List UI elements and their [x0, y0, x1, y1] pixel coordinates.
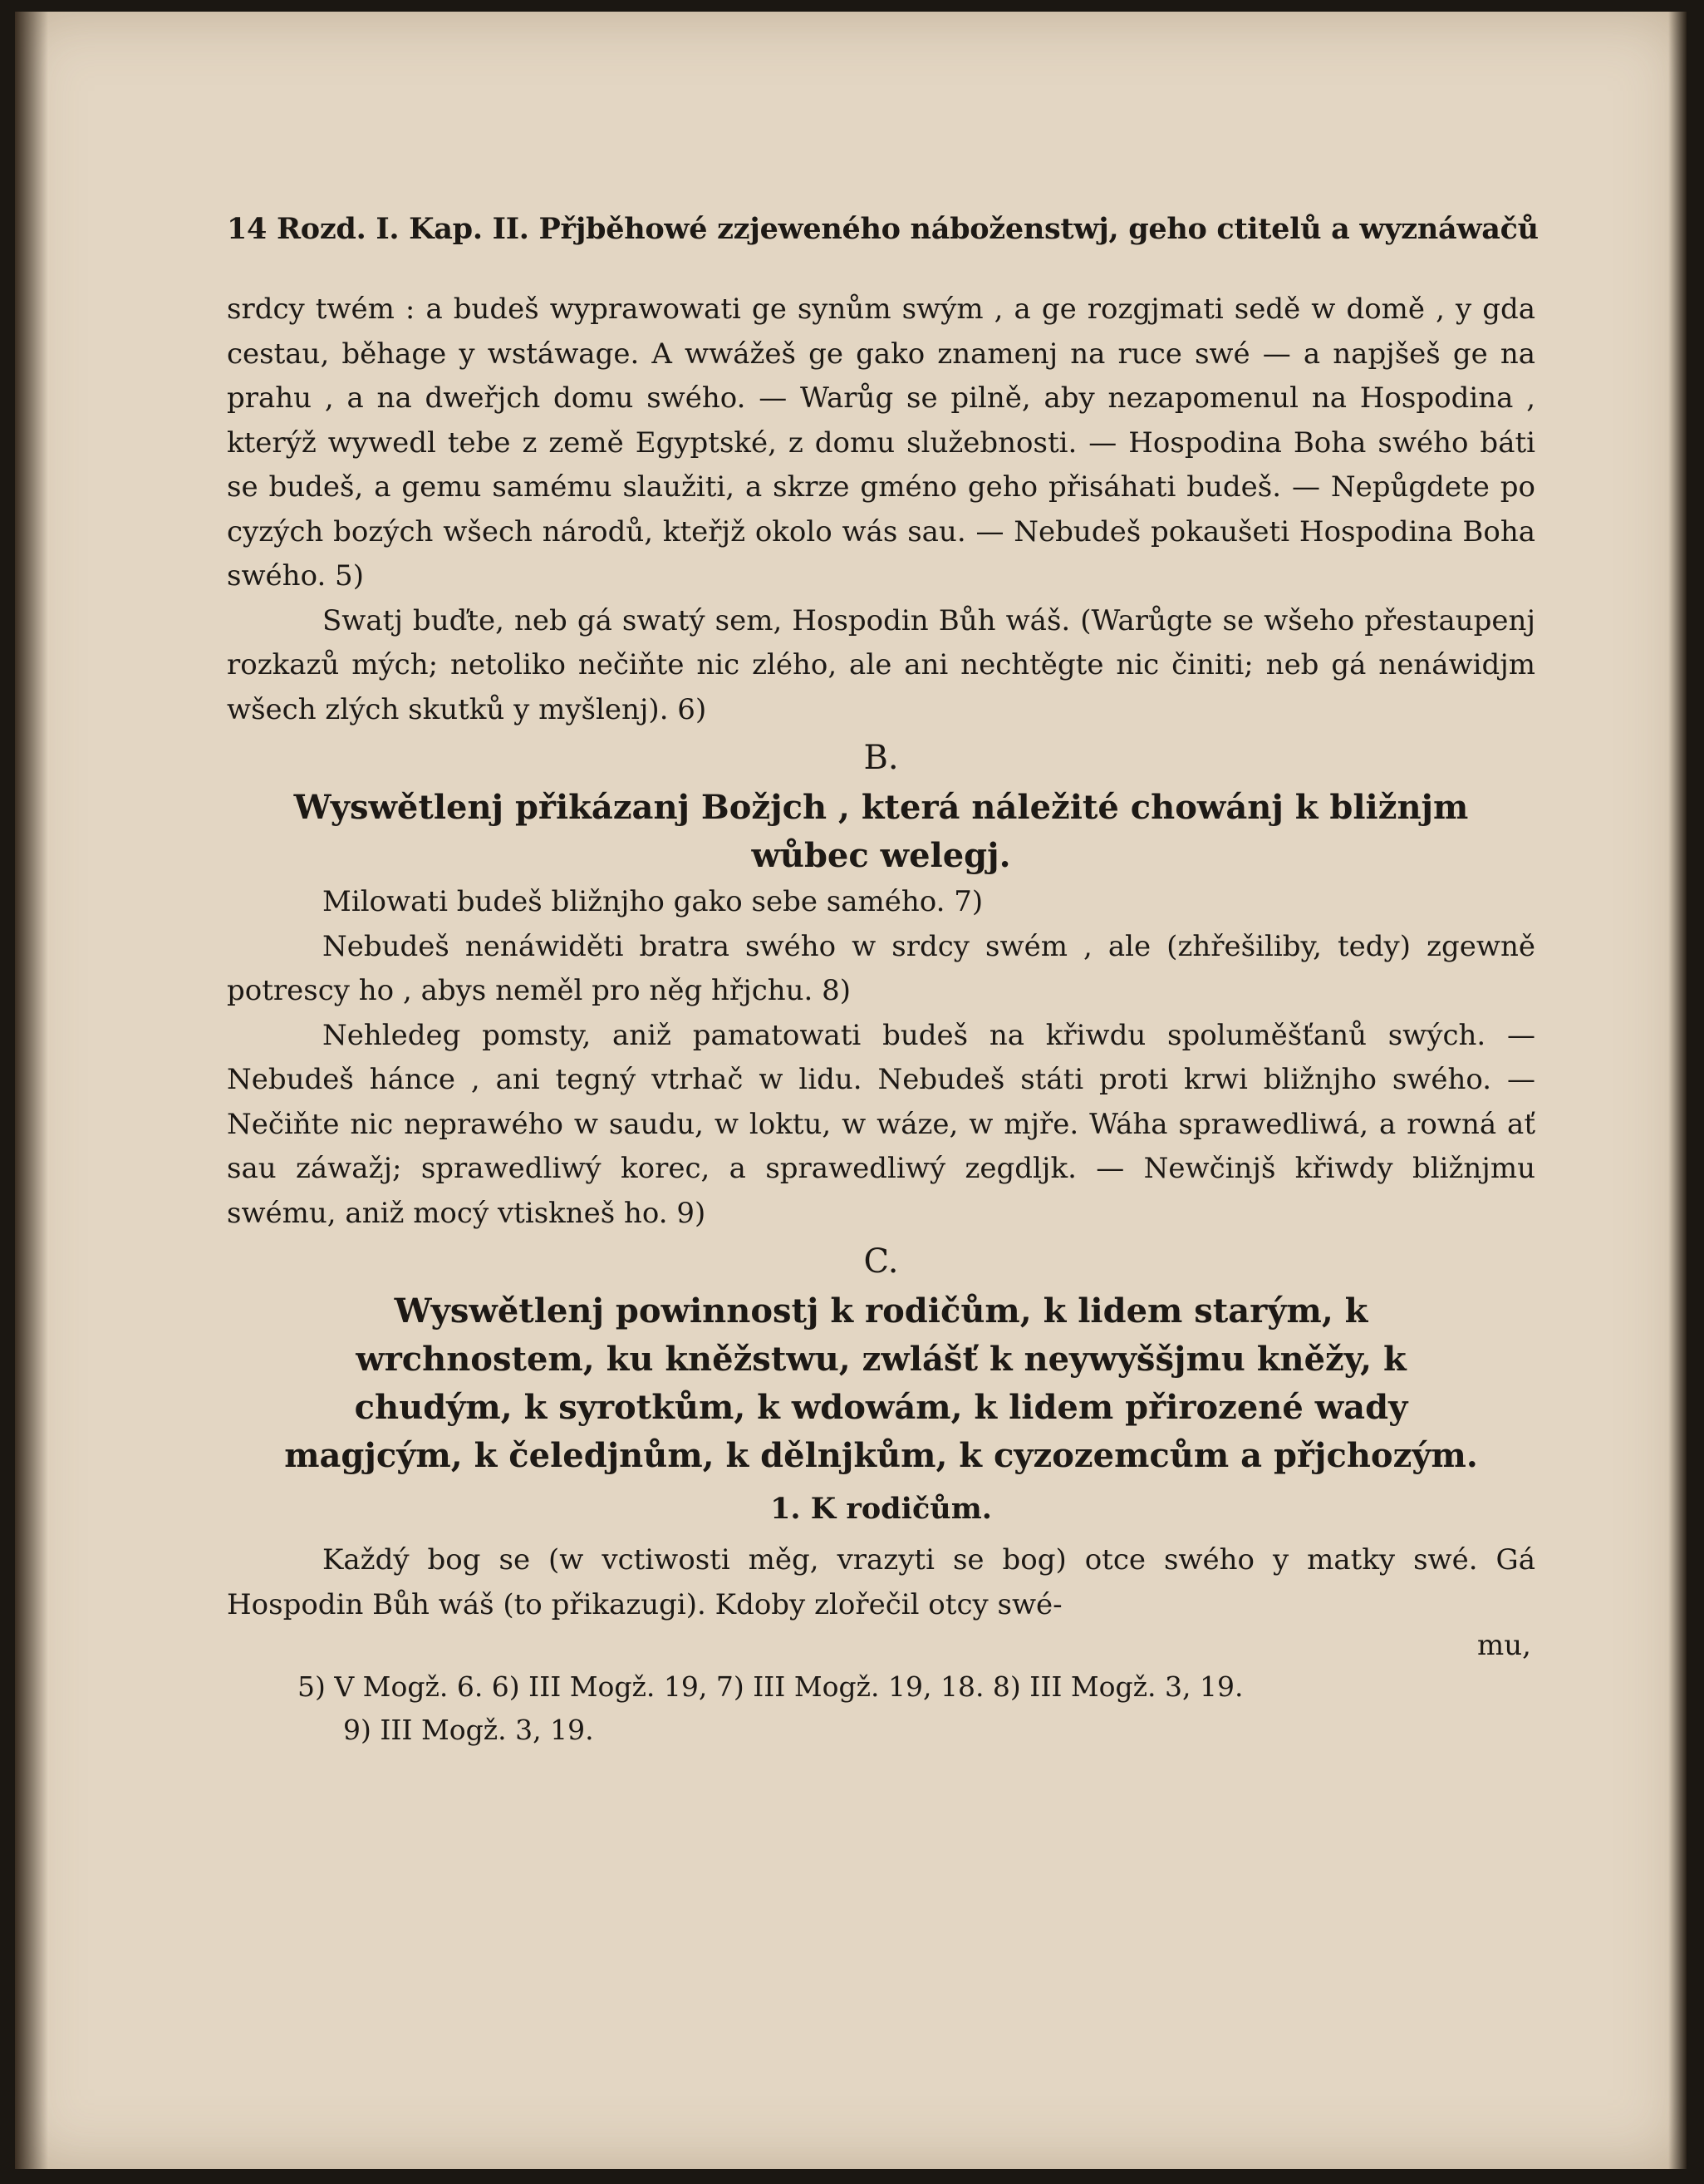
subsection-heading: 1. K rodičům. [770, 1492, 992, 1526]
paragraph: Nehledeg pomsty, aniž pamatowati budeš na křiwdu spoluměšťanů swých. — Nebudeš hánce , ani tegný vtrhač w lidu. Nebudeš státi proti krwi bližnjho swého. — Nečiňte nic neprawého w saudu, w loktu, w wáze, w mjře. Wáha sprawedliwá, a rowná ať sau záwažj; sprawedliwý korec, a sprawedliwý zegdljk. — Newčinjš křiwdy bližnjmu swému, aniž mocý vtiskneš ho. 9) [227, 1018, 1535, 1230]
catchword: mu, [1477, 1629, 1531, 1662]
paragraph: srdcy twém : a budeš wyprawowati ge synům swým , a ge rozgjmati sedě w domě , y gda cestau, běhage y wstáwage. A wwážeš ge gako znamenj na ruce swé — a napjšeš ge na prahu , a na dweřjch domu swého. — Warůg se pilně, aby nezapomenul na Hospodina , kterýž wywedl tebe z země Egyptské, z domu služebnosti. — Hospodina Boha swého báti se budeš, a gemu samému slaužiti, a skrze gméno geho přisáhati budeš. — Nepůgdete po cyzých bozých wšech národů, kteřjž okolo wás sau. — Nebudeš pokaušeti Hospodina Boha swého. 5) [227, 293, 1535, 593]
paragraph: Swatj buďte, neb gá swatý sem, Hospodin Bůh wáš. (Warůgte se wšeho přestaupenj rozkazů mých; netoliko nečiňte nic zlého, ale ani nechtěgte nic činiti; neb gá nenáwidjm wšech zlých skutků y myšlenj). 6) [227, 603, 1535, 726]
paragraph: Nebudeš nenáwiděti bratra swého w srdcy swém , ale (zhřešiliby, tedy) zgewně potrescy ho , abys neměl pro něg hřjchu. 8) [227, 929, 1535, 1007]
paragraph: Milowati budeš bližnjho gako sebe samého. 7) [322, 885, 984, 918]
section-letter: B. [863, 739, 899, 777]
footnote-line: 5) V Mogž. 6. 6) III Mogž. 19, 7) III Mogž. 19, 18. 8) III Mogž. 3, 19. [297, 1670, 1244, 1703]
section-c [227, 1236, 1535, 1627]
section-letter: C. [863, 1242, 899, 1281]
page-gutter-shadow [15, 12, 48, 2169]
book-page [15, 12, 1687, 2169]
footnote-line: 9) III Mogž. 3, 19. [343, 1714, 594, 1746]
footnotes [227, 1665, 1535, 1752]
page-edge-shadow [1668, 12, 1687, 2169]
section-title: Wyswětlenj powinnostj k rodičům, k lidem starým, k wrchnostem, ku kněžstwu, zwlášť k neywyššjmu kněžy, k chudým, k syrotkům, k wdowám, k lidem přirozené wady magjcým, k čeledjnům, k dělnjkům, k cyzozemcům a přjchozým. [284, 1291, 1478, 1475]
section-a [227, 288, 1535, 732]
running-header: 14 Rozd. I. Kap. II. Přjběhowé zzjeweného náboženstwj, geho ctitelů a wyznáwačů [227, 212, 1539, 246]
section-title: Wyswětlenj přikázanj Božjch , která náležité chowánj k bližnjm wůbec welegj. [293, 788, 1469, 875]
paragraph: Každý bog se (w vctiwosti měg, vrazyti se bog) otce swého y matky swé. Gá Hospodin Bůh wáš (to přikazugi). Kdoby zlořečil otcy swé- [227, 1543, 1535, 1621]
section-b [227, 732, 1535, 1236]
text-block [227, 204, 1539, 1752]
